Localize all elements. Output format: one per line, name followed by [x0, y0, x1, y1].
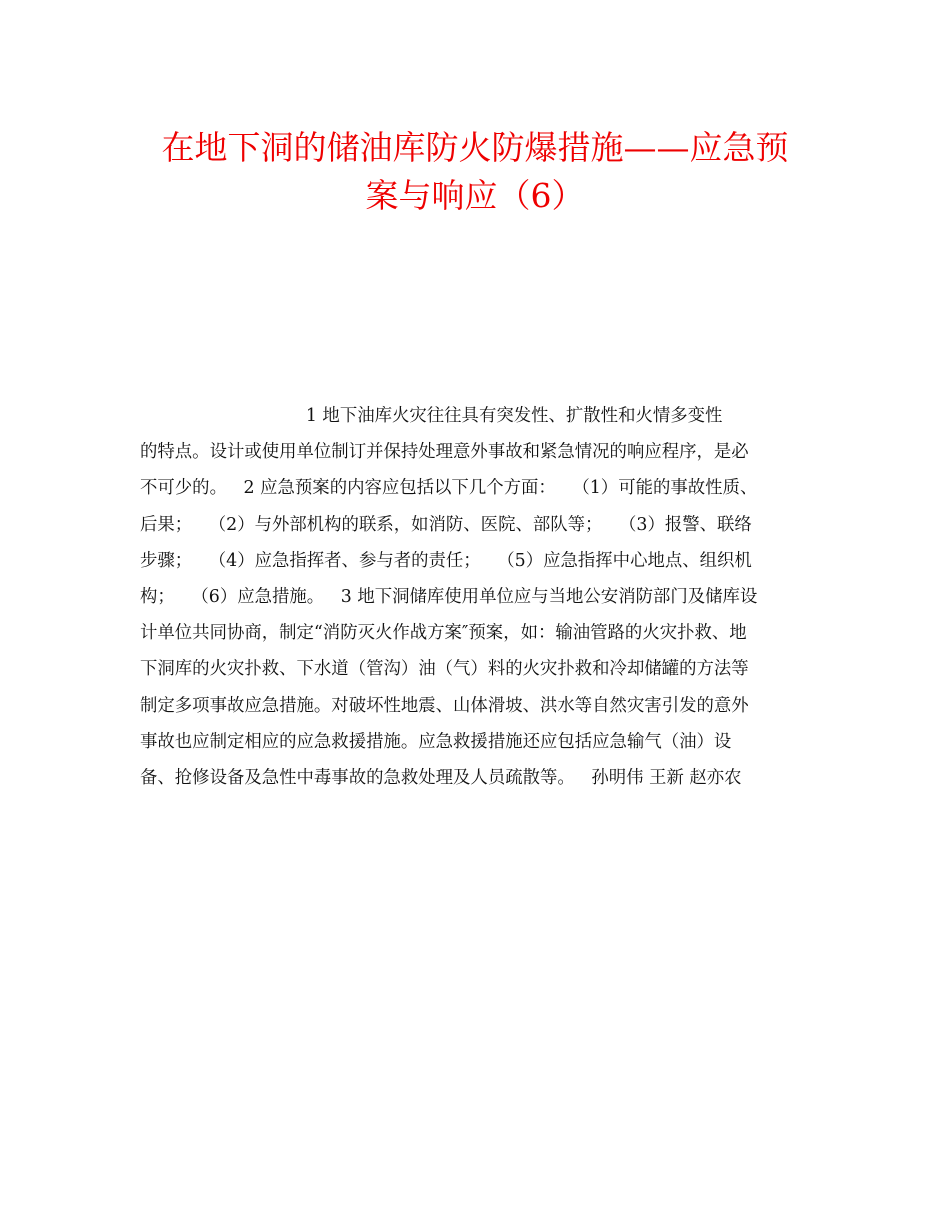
body-line-5: 步骤； （4）应急指挥者、参与者的责任； （5）应急指挥中心地点、组织机 [140, 550, 752, 571]
document-body [140, 398, 802, 796]
body-line-8: 下洞库的火灾扑救、下水道（管沟）油（气）料的火灾扑救和冷却储罐的方法等 [140, 659, 749, 680]
body-line-10: 事故也应制定相应的应急救援措施。应急救援措施还应包括应急输气（油）设 [140, 731, 732, 752]
body-line-7: 计单位共同协商，制定“消防灭火作战方案″预案，如：输油管路的火灾扑救、地 [140, 623, 747, 644]
title-line-1: 在地下洞的储油库防火防爆措施——应急预 [161, 128, 789, 167]
body-line-6: 构； （6）应急措施。 3 地下洞储库使用单位应与当地公安消防部门及储库设 [140, 587, 758, 608]
body-line-4: 后果； （2）与外部机构的联系，如消防、医院、部队等； （3）报警、联络 [140, 514, 752, 535]
body-line-1: 1 地下油库火灾往往具有突发性、扩散性和火情多变性 [140, 406, 723, 426]
title-line-2: 案与响应（6） [365, 176, 585, 215]
body-line-11: 备、抢修设备及急性中毒事故的急救处理及人员疏散等。 孙明伟 王新 赵亦农 [140, 768, 742, 789]
body-line-2: 的特点。设计或使用单位制订并保持处理意外事故和紧急情况的响应程序，是必 [140, 442, 749, 463]
document-title [140, 124, 810, 220]
body-line-3: 不可少的。 2 应急预案的内容应包括以下几个方面： （1）可能的事故性质、 [140, 478, 758, 499]
body-line-9: 制定多项事故应急措施。对破坏性地震、山体滑坡、洪水等自然灾害引发的意外 [140, 695, 749, 716]
